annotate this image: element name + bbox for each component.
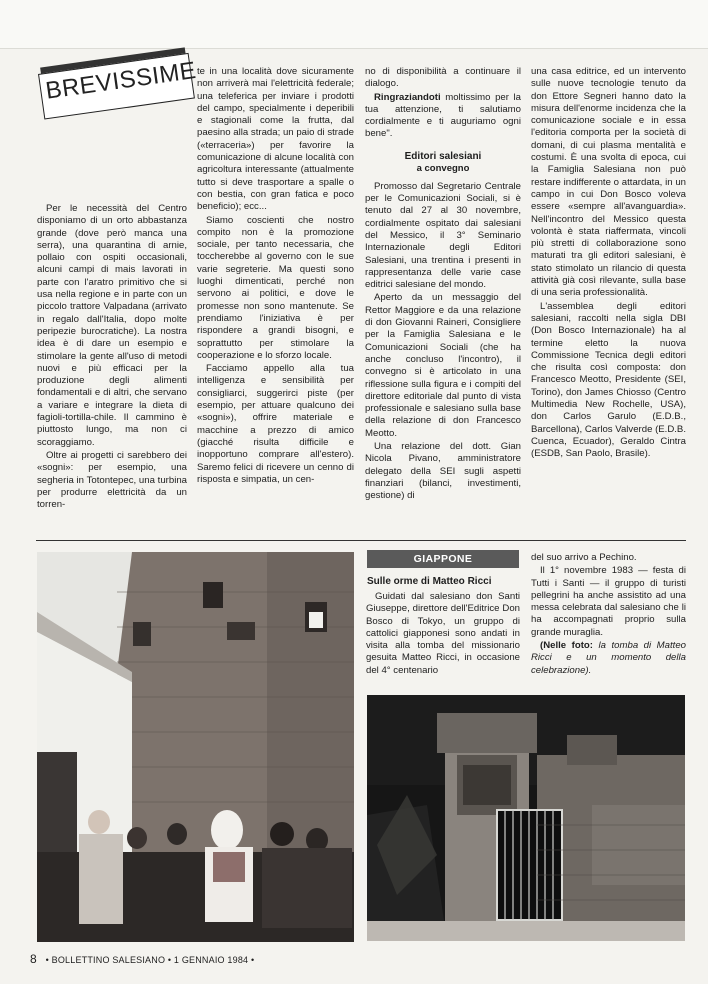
column-3-paragraph-1: Promosso dal Segretario Centrale per le Comunicazioni Sociali, si è tenuto dal 27 al 30 novembre, cordialmente ospitato dai salesiani del Messico, il 3° Seminario Internazionale degli Editori Salesiani, una trentina i presenti in rappresentanza delle varie case editrici salesiane del mondo. [365,180,521,291]
column-3 [365,66,521,503]
column-4 [531,66,686,461]
section-subheading-convegno: a convegno [416,162,470,174]
column-2-paragraph-3: Facciamo appello alla tua intelligenza e sensibilità per consigliarci, suggerirci piste (per esempio, per attuare qualcuno dei «sogni»), offrire materiale e macchine a prezzo di amico (giacché risulta difficile e inopportuno comprare all'estero). Saremo felici di ricevere un cenno di risposta e simpatia, un cen- [197,363,354,485]
column-4-paragraph-2: L'assemblea degli editori salesiani, raccolti nella sigla DBI (Don Bosco Internazionale) ha al termine eletto la nuova Commissione Tecnica degli editori che risulta così composta: don Francesco Meotto, Presidente (SEI, Torino), don James Chiosso (Centro Multimedia New Rochelle, USA), don Carlos Garulo (E.D.B., Barcellona), Carlos Valverde (E.D.B. Cuenca, Ecuador), Geraldo Cintra (ESDB, San Paolo, Brasile). [531,300,686,460]
column-1-paragraph-2: Oltre ai progetti ci sarebbero dei «sogni»: per esempio, una segheria in Totontepec, una turbina per produrre elettricità da un torren- [37,449,187,511]
page-footer [30,952,254,966]
photo-ricci-tomb [367,695,685,941]
column-3-intro: no di disponibilità a continuare il dialogo. [365,66,521,90]
photo-caption [531,640,686,677]
page-number: 8 [30,952,37,966]
column-4-paragraph-1: una casa editrice, ed un intervento sulle nuove tecnologie tenuto da don Ettore Segneri hanno dato la misura dell'enorme incidenza che la comunicazione sociale e in essa l'editoria comporta per la società di domani, di cui plasma mentalità e costumi. È una svolta di epoca, cui la Famiglia Salesiana non può restare indifferente o attardata, in un campo in cui Don Bosco voleva essere «sempre all'avanguardia». Nell'incontro del Messico questa volontà è stata riaffermata, vincoli più stretti di collaborazione sono maturati tra gli editori salesiani, è stato stimolato un rilancio di questa attività già così rilevante, sulla base di una seria professionalità. [531,66,686,299]
giappone-paragraph: Guidati dal salesiano don Santi Giuseppe, direttore dell'Editrice Don Bosco di Tokyo, un gruppo di cattolici giapponesi sono andati in visita alla tomba del missionario gesuita Matteo Ricci, in occasione del 4° centenario [366,591,520,676]
column-3-thanks [365,92,521,141]
photo-tomb-celebration-image [37,552,354,942]
giappone-column-1 [366,591,520,677]
giappone-continuation-2: Il 1° novembre 1983 — festa di Tutti i Santi — il gruppo di turisti pellegrini ha anche assistito ad una messa celebrata dal salesiano che li ha accompagnati proprio sulla grande muraglia. [531,565,686,638]
giappone-column-2 [531,552,686,677]
caption-italic: la tomba di Matteo Ricci e un momento della celebrazione). [531,640,686,676]
photo-ricci-tomb-image [367,695,685,941]
column-2 [197,66,354,486]
banner-title: BREVISSIME [44,56,198,105]
column-2-paragraph-2: Siamo coscienti che nostro compito non è la promozione sociale, per tanto necessaria, che toccherebbe al governo con le sue varie segreterie. Ma questi sono luoghi dimenticati, perché non servono ai politici, e dove le promesse non sono mantenute. Se prendiamo l'iniziativa è per rispondere a grandi bisogni, e soprattutto per stimolare la cooperazione e lo sforzo locale. [197,214,354,361]
column-1 [37,203,187,511]
thanks-rest: moltissimo per la tua attenzione, ti salutiamo cordialmente e ti auguriamo ogni bene". [365,91,521,140]
column-1-paragraph-1: Per le necessità del Centro disponiamo di un orto abbastanza grande (dove però manca una serra), una quarantina di arnie, pollaio con ospiti occasionali, alcuni campi di mais lavorati in parte con l'aratro primitivo che si usa nella regione e in parte con un piccolo trattore Valpadana (arrivato in regalo dall'Italia, dopo molte peripezie burocratiche). La nostra idea è di dare un esempio e stimolare la gente all'uso di metodi nuovi e più efficaci per la produzione degli alimenti fondamentali e di altri, che servano a variare e integrare la dieta di fagioli-tortilla-chile. Il cammino è piuttosto lungo, ma non ci scoraggiamo. [37,203,187,448]
photo-tomb-celebration [37,552,354,942]
column-3-paragraph-2: Aperto da un messaggio del Rettor Maggiore e da una relazione di don Giovanni Raineri, Consigliere per la Famiglia Salesiana e le Comunicazioni Sociali (che ha anche concluso l'incontro), il convegno si è articolato in una riflessione sulla figura e i compiti del direttore editoriale dal punto di vista professionale e salesiano sulla base della relazione di don Francesco Meotto. [365,292,521,439]
column-3-paragraph-3: Una relazione del dott. Gian Nicola Pivano, amministratore delegato della SEI sugli aspetti finanziari (bilanci, investimenti, gestione) di [365,441,521,502]
giappone-banner: GIAPPONE [367,550,519,568]
column-2-paragraph-1: te in una località dove sicuramente non arriverà mai l'elettricità federale; una teleferica per inviare i prodotti del campo, specialmente i deperibili e stagionali come la frutta, dal paesino alla strada; un paio di strade («terraceria») per favorire la comunicazione di alcune località con agricoltura interessante (attualmente tutto si deve trasportare a spalle o con bestia, con gran fatica e poco beneficio); ecc... [197,66,354,213]
caption-bold: (Nelle foto: [540,640,593,652]
thanks-bold: Ringraziandoti [374,91,441,103]
giappone-continuation-1: del suo arrivo a Pechino. [531,552,637,563]
section-heading-editori: Editori salesiani [404,150,482,162]
page-top-band [0,0,708,49]
brevissime-banner [36,56,198,142]
footer-publication: • BOLLETTINO SALESIANO • 1 GENNAIO 1984 • [45,955,255,965]
section-divider [36,540,686,541]
giappone-title: Sulle orme di Matteo Ricci [367,576,492,587]
